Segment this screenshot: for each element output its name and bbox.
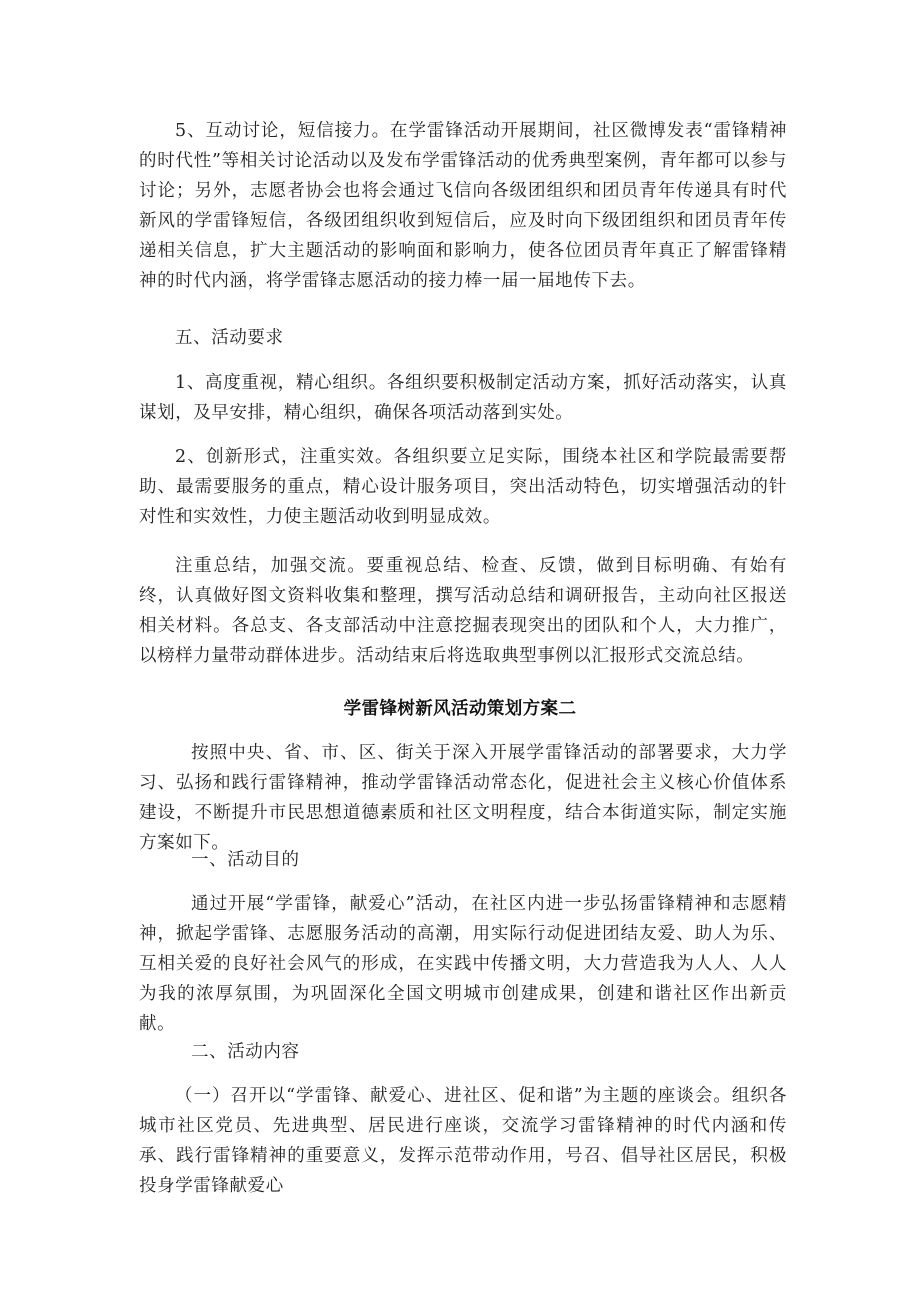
paragraph-purpose: 通过开展“学雷锋，献爱心”活动，在社区内进一步弘扬雷锋精神和志愿精神，掀起学雷锋、志愿服务活动的高潮，用实际行动促进团结友爱、助人为乐、互相关爱的良好社会风气的形成，在实践中传播文明，大力营造我为人人、人人为我的浓厚氛围，为巩固深化全国文明城市创建成果，创建和谐社区作出新贡献。 (139, 894, 787, 1034)
section-heading-requirements: 五、活动要求 (175, 328, 284, 348)
paragraph-content-1: （一）召开以“学雷锋、献爱心、进社区、促和谐”为主题的座谈会。组织各城市社区党员、先进典型、居民进行座谈，交流学习雷锋精神的时代内涵和传承、践行雷锋精神的重要意义，发挥示范带动作用，号召、倡导社区居民，积极投身学雷锋献爱心 (139, 1086, 787, 1196)
paragraph-requirement-2: 2、创新形式，注重实效。各组织要立足实际，围绕本社区和学院最需要帮助、最需要服务的重点，精心设计服务项目，突出活动特色，切实增强活动的针对性和实效性，力使主题活动收到明显成效。 (139, 447, 787, 527)
paragraph-summary-exchange: 注重总结，加强交流。要重视总结、检查、反馈，做到目标明确、有始有终，认真做好图文资料收集和整理，撰写活动总结和调研报告，主动向社区报送相关材料。各总支、各支部活动中注意挖掘表现突出的团队和个人，大力推广，以榜样力量带动群体进步。活动结束后将选取典型事例以汇报形式交流总结。 (139, 556, 787, 666)
section-heading-purpose: 一、活动目的 (191, 850, 300, 870)
section-heading-content: 二、活动内容 (191, 1042, 300, 1062)
paragraph-interactive-discussion: 5、互动讨论，短信接力。在学雷锋活动开展期间，社区微博发表“雷锋精神的时代性”等相关讨论活动以及发布学雷锋活动的优秀典型案例，青年都可以参与讨论；另外，志愿者协会也将会通过飞信向各级团组织和团员青年传递具有时代新风的学雷锋短信，各级团组织收到短信后，应及时向下级团组织和团员青年传递相关信息，扩大主题活动的影响面和影响力，使各位团员青年真正了解雷锋精神的时代内涵，将学雷锋志愿活动的接力棒一届一届地传下去。 (139, 121, 787, 291)
paragraph-requirement-1: 1、高度重视，精心组织。各组织要积极制定活动方案，抓好活动落实，认真谋划，及早安排，精心组织，确保各项活动落到实处。 (139, 373, 787, 423)
paragraph-introduction: 按照中央、省、市、区、街关于深入开展学雷锋活动的部署要求，大力学习、弘扬和践行雷锋精神，推动学雷锋活动常态化，促进社会主义核心价值体系建设，不断提升市民思想道德素质和社区文明程度，结合本街道实际，制定实施方案如下。 (139, 743, 787, 853)
document-title-plan-two: 学雷锋树新风活动策划方案二 (343, 699, 577, 719)
